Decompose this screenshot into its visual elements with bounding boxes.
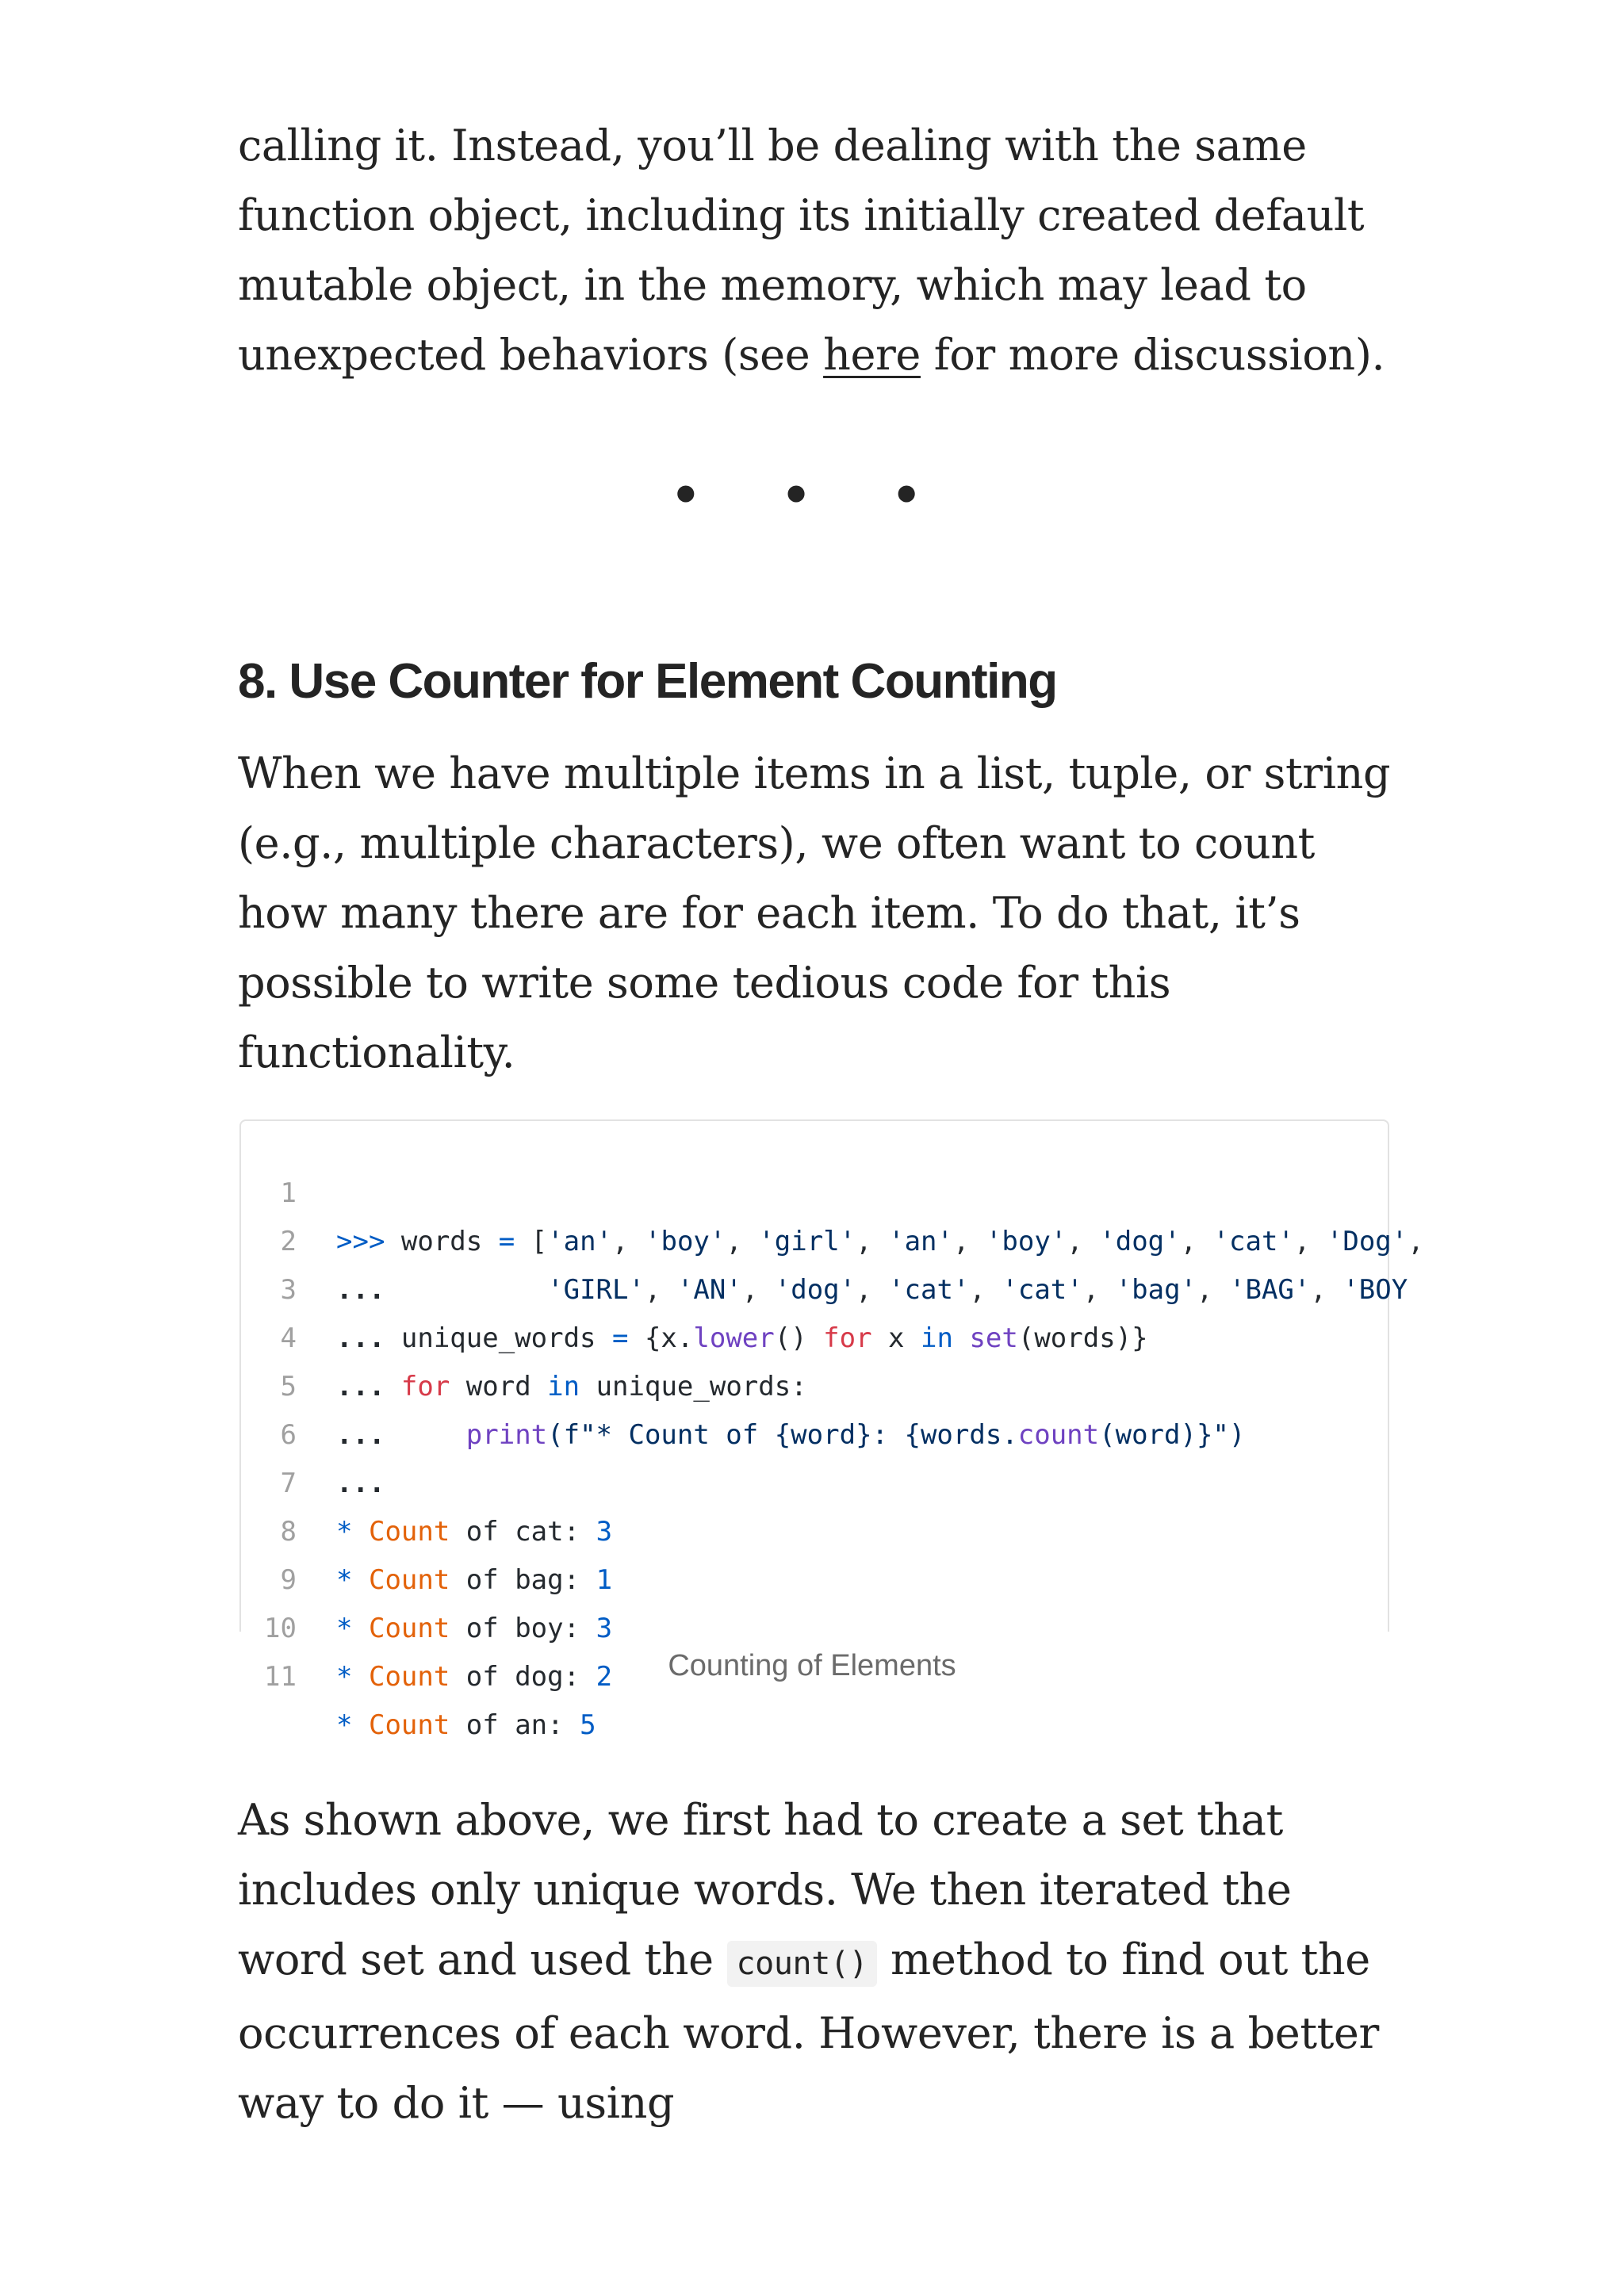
code-string: 'girl' bbox=[758, 1226, 856, 1257]
line-number: 10 bbox=[264, 1613, 297, 1644]
output-keyword: Count bbox=[368, 1564, 450, 1596]
code-text: unique_words bbox=[385, 1322, 612, 1354]
code-string: 'Dog' bbox=[1326, 1226, 1408, 1257]
output-number: 3 bbox=[596, 1516, 613, 1548]
code-text: , bbox=[856, 1226, 889, 1257]
output-number: 3 bbox=[596, 1613, 613, 1644]
prompt-dots: ... bbox=[336, 1274, 385, 1306]
prompt-dots: ... bbox=[336, 1322, 385, 1354]
code-string: 'BAG' bbox=[1229, 1274, 1311, 1306]
code-string: 'GIRL' bbox=[547, 1274, 645, 1306]
output-bullet: * bbox=[336, 1709, 353, 1741]
code-text: () bbox=[774, 1322, 824, 1354]
output-keyword: Count bbox=[368, 1516, 450, 1548]
output-keyword: Count bbox=[368, 1613, 450, 1644]
code-function: set bbox=[969, 1322, 1018, 1354]
line-number: 4 bbox=[280, 1322, 297, 1354]
code-text: , bbox=[741, 1274, 775, 1306]
output-text: of dog: bbox=[450, 1661, 596, 1693]
line-number: 8 bbox=[280, 1516, 297, 1548]
code-string: 'boy' bbox=[645, 1226, 726, 1257]
output-text: of bag: bbox=[450, 1564, 596, 1596]
code-string: 'cat' bbox=[1002, 1274, 1083, 1306]
paragraph-explanation bbox=[238, 1785, 1396, 2138]
code-text: {x. bbox=[628, 1322, 694, 1354]
section-heading: 8. Use Counter for Element Counting bbox=[238, 654, 1057, 709]
code-text: , bbox=[1293, 1226, 1327, 1257]
figure-caption: Counting of Elements bbox=[668, 1649, 956, 1682]
code-string: 'cat' bbox=[888, 1274, 970, 1306]
line-number: 5 bbox=[280, 1371, 297, 1402]
paragraph-intro bbox=[238, 111, 1396, 390]
code-string: 'an' bbox=[888, 1226, 953, 1257]
code-text: word bbox=[450, 1371, 548, 1402]
output-bullet: * bbox=[336, 1613, 353, 1644]
code-text: words bbox=[385, 1226, 499, 1257]
code-text: , bbox=[969, 1274, 1002, 1306]
code-text: , bbox=[856, 1274, 889, 1306]
output-bullet: * bbox=[336, 1564, 353, 1596]
code-text: , bbox=[612, 1226, 645, 1257]
output-text: of cat: bbox=[450, 1516, 596, 1548]
line-number: 3 bbox=[280, 1274, 297, 1306]
code-string: 'dog' bbox=[774, 1274, 856, 1306]
code-text: [ bbox=[515, 1226, 548, 1257]
code-string: 'bag' bbox=[1115, 1274, 1197, 1306]
code-text: , bbox=[1067, 1226, 1100, 1257]
line-number: 1 bbox=[280, 1177, 297, 1209]
output-text: of an: bbox=[450, 1709, 580, 1741]
output-keyword: Count bbox=[368, 1661, 450, 1693]
code-text: , bbox=[1408, 1226, 1424, 1257]
paragraph-text: As shown above, we first had to create a set that includes only unique words. We then iterated the word set and used the bbox=[238, 1795, 1292, 1984]
code-text: x bbox=[871, 1322, 921, 1354]
section-separator: • • • bbox=[670, 468, 954, 523]
code-operator: = bbox=[612, 1322, 629, 1354]
code-text: , bbox=[726, 1226, 759, 1257]
code-keyword: in bbox=[547, 1371, 580, 1402]
line-number: 9 bbox=[280, 1564, 297, 1596]
line-number: 6 bbox=[280, 1419, 297, 1451]
output-number: 5 bbox=[580, 1709, 596, 1741]
prompt: >>> bbox=[336, 1226, 385, 1257]
code-string: 'AN' bbox=[676, 1274, 742, 1306]
code-string: 'cat' bbox=[1212, 1226, 1294, 1257]
paragraph-text: for more discussion). bbox=[920, 330, 1385, 380]
output-keyword: Count bbox=[368, 1709, 450, 1741]
output-number: 2 bbox=[596, 1661, 613, 1693]
output-line bbox=[241, 1411, 1388, 1548]
code-text: , bbox=[644, 1274, 677, 1306]
code-text: , bbox=[952, 1226, 986, 1257]
code-keyword: for bbox=[823, 1322, 872, 1354]
code-string: 'an' bbox=[547, 1226, 613, 1257]
code-string: 'BOY bbox=[1342, 1274, 1408, 1306]
paragraph-counter-intro: When we have multiple items in a list, tuple, or string (e.g., multiple characters), we often want to count how many there are for each item. To do that, it’s possible to write some tedious code for this functionality. bbox=[238, 748, 1391, 1077]
line-number: 7 bbox=[280, 1468, 297, 1499]
code-function: count bbox=[1017, 1419, 1100, 1451]
code-operator: = bbox=[498, 1226, 515, 1257]
code-keyword: in bbox=[921, 1322, 953, 1354]
code-text: , bbox=[1082, 1274, 1116, 1306]
code-string: 'dog' bbox=[1099, 1226, 1181, 1257]
code-text: , bbox=[1197, 1274, 1229, 1306]
code-string: (f"* Count of {word}: {words. bbox=[547, 1419, 1018, 1451]
inline-code: count() bbox=[727, 1941, 878, 1987]
prompt-dots: ... bbox=[336, 1419, 385, 1451]
code-text: , bbox=[1180, 1226, 1213, 1257]
paragraph-text: method to find out the occurrences of each word. However, there is a better way to do it — using bbox=[238, 1934, 1379, 2128]
prompt-dots: ... bbox=[336, 1468, 385, 1499]
paragraph-text: calling it. Instead, you’ll be dealing with the same function object, including its initially created default mutable object, in the memory, which may lead to unexpected behaviors (see bbox=[238, 121, 1365, 380]
code-text: unique_words: bbox=[580, 1371, 807, 1402]
code-line bbox=[241, 1121, 1424, 1257]
code-text: , bbox=[1310, 1274, 1343, 1306]
output-number: 1 bbox=[596, 1564, 613, 1596]
prompt-dots: ... bbox=[336, 1371, 385, 1402]
code-function: lower bbox=[693, 1322, 775, 1354]
output-bullet: * bbox=[336, 1516, 353, 1548]
code-function: print bbox=[465, 1419, 548, 1451]
line-number: 11 bbox=[264, 1661, 297, 1693]
line-number: 2 bbox=[280, 1226, 297, 1257]
code-string: 'boy' bbox=[985, 1226, 1067, 1257]
here-link[interactable]: here bbox=[823, 330, 921, 380]
output-bullet: * bbox=[336, 1661, 353, 1693]
output-text: of boy: bbox=[450, 1613, 596, 1644]
code-string: (word)}") bbox=[1099, 1419, 1246, 1451]
code-text: (words)} bbox=[1017, 1322, 1148, 1354]
code-keyword: for bbox=[400, 1371, 450, 1402]
